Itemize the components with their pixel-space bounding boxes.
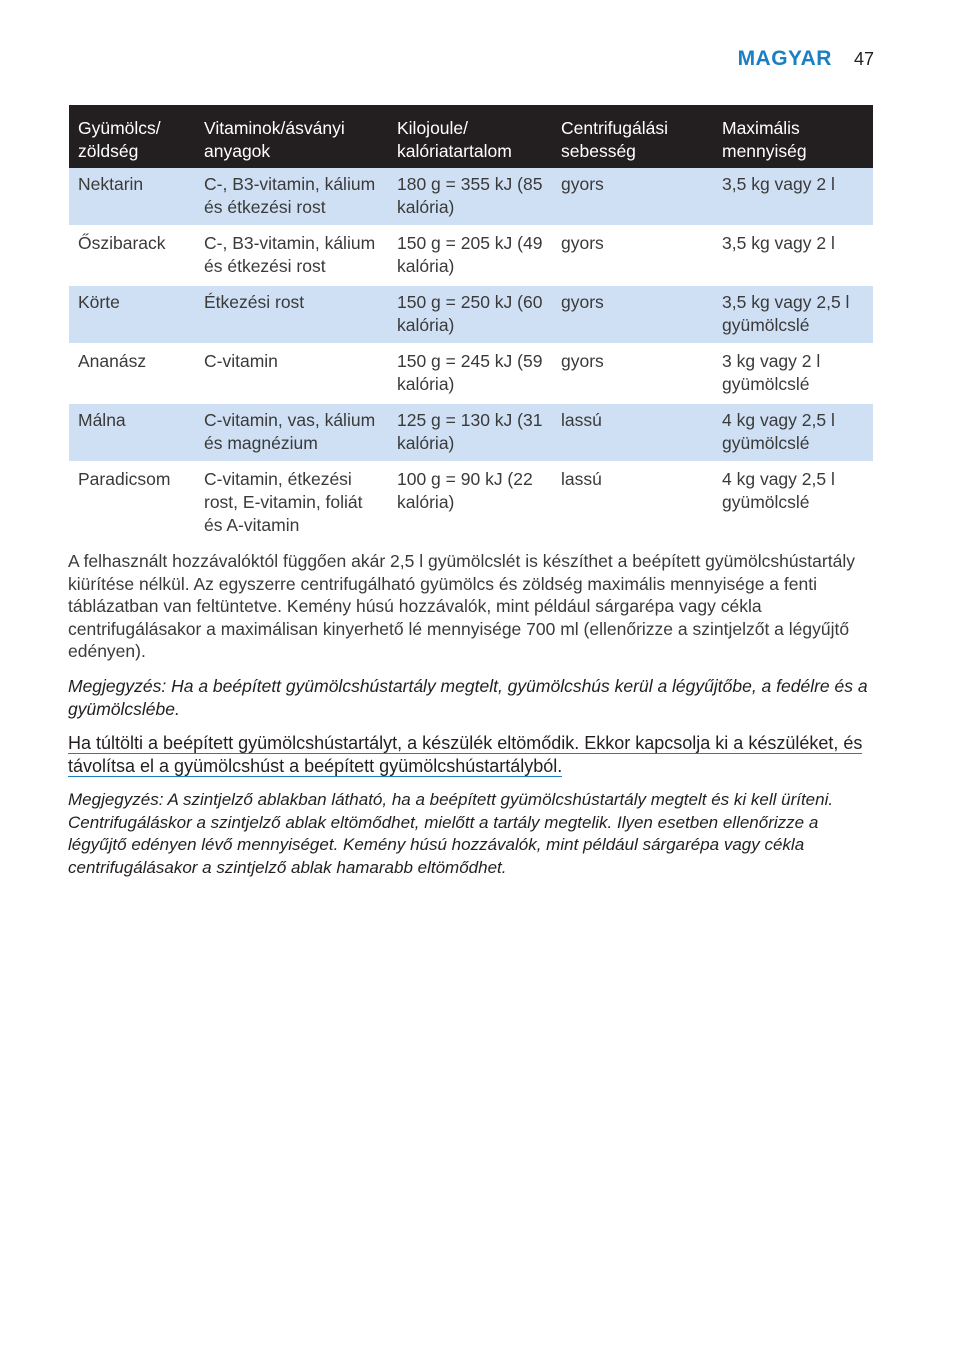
table-row [69, 462, 873, 542]
table-cell: gyors [552, 226, 713, 285]
table-cell: gyors [552, 168, 713, 226]
table-cell: Málna [69, 403, 195, 462]
table-cell: 150 g = 245 kJ (59 kalória) [388, 344, 552, 403]
table-cell: 125 g = 130 kJ (31 kalória) [388, 403, 552, 462]
intro-paragraph: A felhasznált hozzávalóktól függően akár 2,5 l gyümölcslét is készíthet a beépített gyümölcshústartály kiürítése nélkül. Az egyszerre centrifugálható gyümölcs és zöldség maximális mennyisége a fenti táblázatban van feltüntetve. Kemény húsú hozzávalók, mint például sárgarépa vagy cékla centrifugálásakor a maximálisan kinyerhető lé mennyisége 700 ml (ellenőrizze a szintjelzőt a légyűjtő edényen). [68, 551, 855, 662]
table-cell: C-, B3-vitamin, kálium és étkezési rost [195, 168, 388, 226]
table-cell: Étkezési rost [195, 285, 388, 344]
table-cell: 4 kg vagy 2,5 l gyümölcslé [713, 403, 873, 462]
column-header-vitamins: Vitaminok/ásványi anyagok [195, 105, 388, 168]
table-cell: C-vitamin [195, 344, 388, 403]
table-cell: Körte [69, 285, 195, 344]
note-paragraph-2: Megjegyzés: A szintjelző ablakban látható, ha a beépített gyümölcshústartály megtelt és ki kell üríteni. Centrifugáláskor a szintjelző ablak eltömődhet, mielőtt a tartály megtelik. Ilyen esetben ellenőrizze a légyűjtő edényen lévő mennyiséget. Kemény húsú hozzávalók, mint például sárgarépa vagy cékla centrifugálásakor a szintjelző ablak hamarabb eltömődhet. [68, 790, 834, 877]
warning-paragraph [68, 732, 874, 777]
table-cell: 150 g = 205 kJ (49 kalória) [388, 226, 552, 285]
table-cell: 4 kg vagy 2,5 l gyümölcslé [713, 462, 873, 542]
table-cell: C-, B3-vitamin, kálium és étkezési rost [195, 226, 388, 285]
table-cell: 100 g = 90 kJ (22 kalória) [388, 462, 552, 542]
table-row [69, 344, 873, 403]
table-cell: gyors [552, 344, 713, 403]
column-header-speed: Centrifugálási sebesség [552, 105, 713, 168]
page-number: 47 [853, 49, 874, 69]
table-cell: lassú [552, 462, 713, 542]
table-cell: lassú [552, 403, 713, 462]
column-header-max-quantity: Maximális mennyiség [713, 105, 873, 168]
table-cell: Nektarin [69, 168, 195, 226]
table-cell: Ananász [69, 344, 195, 403]
table-cell: 3 kg vagy 2 l gyümölcslé [713, 344, 873, 403]
table-cell: Őszibarack [69, 226, 195, 285]
language-label: MAGYAR [737, 47, 832, 70]
table-cell: 3,5 kg vagy 2,5 l gyümölcslé [713, 285, 873, 344]
table-row [69, 285, 873, 344]
fruit-vegetable-table [69, 105, 873, 542]
table-cell: 180 g = 355 kJ (85 kalória) [388, 168, 552, 226]
column-header-energy: Kilojoule/ kalóriatartalom [388, 105, 552, 168]
table-cell: 3,5 kg vagy 2 l [713, 168, 873, 226]
table-cell: 150 g = 250 kJ (60 kalória) [388, 285, 552, 344]
table-row [69, 226, 873, 285]
table-cell: C-vitamin, vas, kálium és magnézium [195, 403, 388, 462]
column-header-fruit: Gyümölcs/ zöldség [69, 105, 195, 168]
table-cell: C-vitamin, étkezési rost, E-vitamin, foliát és A-vitamin [195, 462, 388, 542]
table-header-row [69, 105, 873, 168]
note-paragraph: Megjegyzés: Ha a beépített gyümölcshústartály megtelt, gyümölcshús kerül a légyűjtőbe, a fedélre és a gyümölcslébe. [68, 676, 868, 719]
table-cell: Paradicsom [69, 462, 195, 542]
table-cell: 3,5 kg vagy 2 l [713, 226, 873, 285]
warning-text: Ha túltölti a beépített gyümölcshústartályt, a készülék eltömődik. Ekkor kapcsolja ki a készüléket, és távolítsa el a gyümölcshúst a beépített gyümölcshústartályból. [68, 733, 863, 776]
table-row [69, 403, 873, 462]
table-cell: gyors [552, 285, 713, 344]
table-row [69, 168, 873, 226]
page-header [738, 47, 874, 71]
